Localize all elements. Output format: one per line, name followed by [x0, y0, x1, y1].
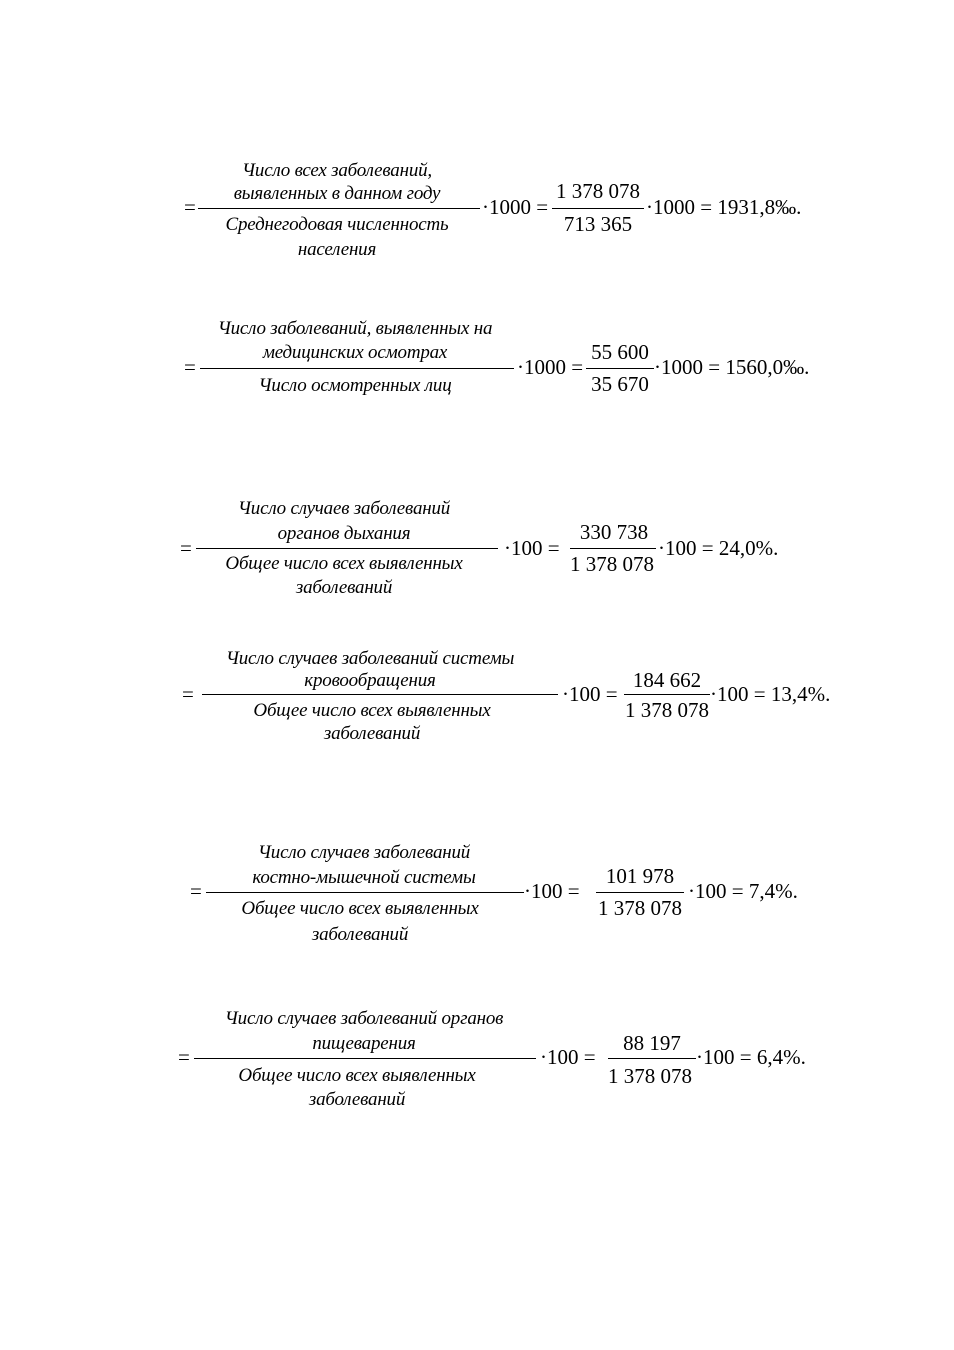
denominator-line: заболеваний	[308, 1089, 406, 1110]
numerator-line: Число случаев заболеваний	[237, 498, 451, 519]
formula-musculoskeletal-share	[0, 834, 954, 954]
equals-sign: =	[178, 1045, 190, 1069]
multiplier: ·1000 =	[517, 355, 584, 379]
equals-sign: =	[184, 355, 196, 379]
denominator-line: Общее число всех выявленных	[238, 1065, 476, 1086]
value-numerator: 55 600	[591, 340, 649, 364]
denominator-line: Общее число всех выявленных	[241, 898, 479, 919]
value-numerator: 184 662	[632, 668, 702, 692]
multiplier: ·100 =	[562, 682, 618, 706]
formula-general-morbidity	[0, 150, 954, 270]
result: ·1000 = 1560,0‰.	[654, 355, 810, 379]
fraction-bar	[194, 1058, 536, 1059]
numerator-line: Число заболеваний, выявленных на	[217, 318, 493, 339]
fraction-bar	[196, 548, 498, 549]
numerator-line: Число случаев заболеваний	[257, 842, 471, 863]
value-denominator: 1 378 078	[608, 1064, 692, 1088]
value-numerator: 1 378 078	[556, 179, 640, 203]
value-denominator: 713 365	[563, 212, 633, 236]
value-numerator: 88 197	[623, 1031, 681, 1055]
value-fraction-bar	[586, 368, 654, 369]
fraction-bar	[206, 892, 524, 893]
numerator-line: Число случаев заболеваний органов	[224, 1008, 504, 1029]
denominator-line: населения	[297, 239, 377, 260]
formula-medical-exam-morbidity	[0, 312, 954, 432]
value-fraction-bar	[596, 892, 684, 893]
numerator-line: кровообращения	[304, 670, 436, 691]
multiplier: ·100 =	[524, 879, 580, 903]
denominator-line: заболеваний	[311, 924, 409, 945]
value-fraction-bar	[608, 1058, 696, 1059]
denominator-line: Общее число всех выявленных	[225, 553, 463, 574]
fraction-bar	[198, 208, 480, 209]
numerator-line: выявленных в данном году	[233, 183, 441, 204]
multiplier: ·100 =	[504, 536, 560, 560]
value-denominator: 1 378 078	[598, 896, 682, 920]
result: ·100 = 24,0%.	[658, 536, 779, 560]
equals-sign: =	[180, 536, 192, 560]
fraction-bar	[202, 694, 558, 695]
numerator-line: Число случаев заболеваний системы	[225, 648, 515, 669]
value-numerator: 330 738	[579, 520, 649, 544]
formula-respiratory-share	[0, 488, 954, 608]
value-denominator: 1 378 078	[625, 698, 709, 722]
equals-sign: =	[190, 879, 202, 903]
fraction-bar	[200, 368, 514, 369]
value-fraction-bar	[552, 208, 644, 209]
multiplier: ·1000 =	[482, 195, 549, 219]
denominator-line: заболеваний	[323, 723, 421, 744]
equals-sign: =	[182, 682, 194, 706]
result: ·1000 = 1931,8‰.	[646, 195, 802, 219]
formula-circulatory-share	[0, 638, 954, 758]
value-denominator: 35 670	[591, 372, 649, 396]
denominator-line: заболеваний	[295, 577, 393, 598]
numerator-line: пищеварения	[312, 1033, 416, 1054]
result: ·100 = 13,4%.	[710, 682, 831, 706]
multiplier: ·100 =	[540, 1045, 596, 1069]
numerator-line: костно-мышечной системы	[252, 867, 476, 888]
denominator-line: Число осмотренных лиц	[258, 375, 452, 396]
denominator-line: Среднегодовая численность	[225, 214, 449, 235]
denominator-line: Общее число всех выявленных	[253, 700, 491, 721]
value-numerator: 101 978	[605, 864, 675, 888]
numerator-line: медицинских осмотрах	[262, 342, 448, 363]
value-denominator: 1 378 078	[570, 552, 654, 576]
numerator-line: органов дыхания	[277, 523, 411, 544]
equals-sign: =	[184, 195, 196, 219]
result: ·100 = 7,4%.	[688, 879, 798, 903]
value-fraction-bar	[624, 694, 710, 695]
value-fraction-bar	[570, 548, 656, 549]
formula-digestive-share	[0, 1000, 954, 1120]
numerator-line: Число всех заболеваний,	[242, 160, 432, 181]
result: ·100 = 6,4%.	[696, 1045, 806, 1069]
